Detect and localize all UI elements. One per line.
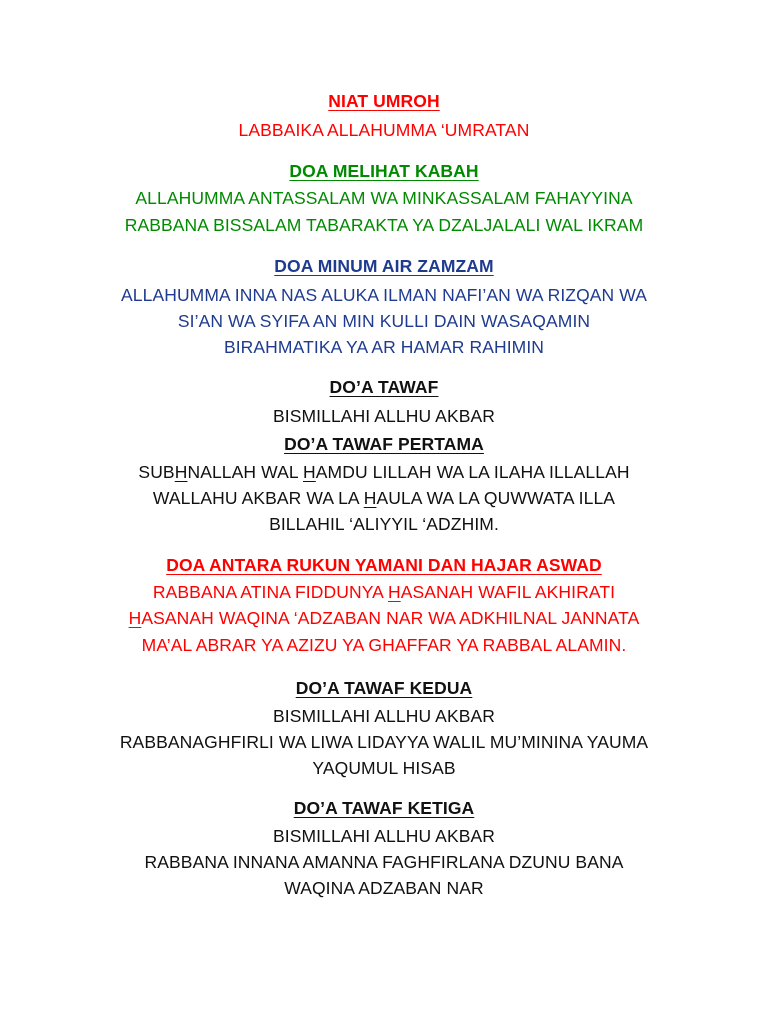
- underlined-letter: H: [363, 488, 377, 508]
- tawaf-line-1: BISMILLAHI ALLHU AKBAR: [272, 406, 496, 426]
- tawaf-ketiga-line-3: WAQINA ADZABAN NAR: [284, 878, 484, 898]
- zamzam-line-2: SI’AN WA SYIFA AN MIN KULLI DAIN WASAQAMIN: [177, 311, 591, 331]
- tawaf-kedua-line-2: RABBANAGHFIRLI WA LIWA LIDAYYA WALIL MU’MININA YAUMA: [119, 732, 649, 752]
- zamzam-line-3: BIRAHMATIKA YA AR HAMAR RAHIMIN: [223, 337, 545, 357]
- tawaf-pertama-line-2: [0, 486, 768, 510]
- line-text: AMDU LILLAH WA LA ILAHA ILLALLAH: [315, 462, 630, 482]
- tawaf-kedua-line-1: BISMILLAHI ALLHU AKBAR: [272, 706, 496, 726]
- rukun-yamani-line-2: [0, 606, 768, 630]
- section-title-niat-umroh: NIAT UMROH: [328, 91, 440, 111]
- line-text: RABBANA ATINA FIDDUNYA: [152, 582, 388, 602]
- tawaf-pertama-line-1: [0, 460, 768, 484]
- underlined-letter: H: [174, 462, 188, 482]
- section-title-doa-tawaf-pertama: DO’A TAWAF PERTAMA: [284, 434, 484, 454]
- tawaf-kedua-line-3: YAQUMUL HISAB: [312, 758, 456, 778]
- line-text: AULA WA LA QUWWATA ILLA: [376, 488, 616, 508]
- melihat-kabah-line-1: ALLAHUMMA ANTASSALAM WA MINKASSALAM FAHAYYINA: [135, 188, 633, 208]
- line-text: NALLAH WAL: [187, 462, 304, 482]
- section-title-doa-tawaf-kedua: DO’A TAWAF KEDUA: [295, 678, 473, 698]
- underlined-letter: H: [128, 608, 142, 628]
- niat-umroh-line-1: LABBAIKA ALLAHUMMA ‘UMRATAN: [238, 120, 530, 140]
- line-text: SUB: [138, 462, 175, 482]
- underlined-letter: H: [303, 462, 316, 482]
- zamzam-line-1: ALLAHUMMA INNA NAS ALUKA ILMAN NAFI’AN WA RIZQAN WA: [121, 285, 647, 305]
- line-text: WALLAHU AKBAR WA LA: [152, 488, 364, 508]
- section-title-doa-minum-air-zamzam: DOA MINUM AIR ZAMZAM: [274, 256, 494, 276]
- section-title-doa-tawaf: DO’A TAWAF: [329, 377, 439, 397]
- tawaf-ketiga-line-1: BISMILLAHI ALLHU AKBAR: [272, 826, 496, 846]
- line-text: ASANAH WAFIL AKHIRATI: [400, 582, 616, 602]
- tawaf-pertama-line-3: BILLAHIL ‘ALIYYIL ‘ADZHIM.: [269, 514, 499, 534]
- melihat-kabah-line-2: RABBANA BISSALAM TABARAKTA YA DZALJALALI WAL IKRAM: [124, 215, 644, 235]
- underlined-letter: H: [387, 582, 401, 602]
- rukun-yamani-line-3: MA’AL ABRAR YA AZIZU YA GHAFFAR YA RABBAL ALAMIN.: [141, 635, 627, 655]
- line-text: ASANAH WAQINA ‘ADZABAN NAR WA ADKHILNAL JANNATA: [141, 608, 640, 628]
- rukun-yamani-line-1: [0, 580, 768, 604]
- tawaf-ketiga-line-2: RABBANA INNANA AMANNA FAGHFIRLANA DZUNU BANA: [144, 852, 624, 872]
- section-title-doa-tawaf-ketiga: DO’A TAWAF KETIGA: [293, 798, 475, 818]
- section-title-doa-rukun-yamani: DOA ANTARA RUKUN YAMANI DAN HAJAR ASWAD: [166, 555, 602, 575]
- section-title-doa-melihat-kabah: DOA MELIHAT KABAH: [289, 161, 479, 181]
